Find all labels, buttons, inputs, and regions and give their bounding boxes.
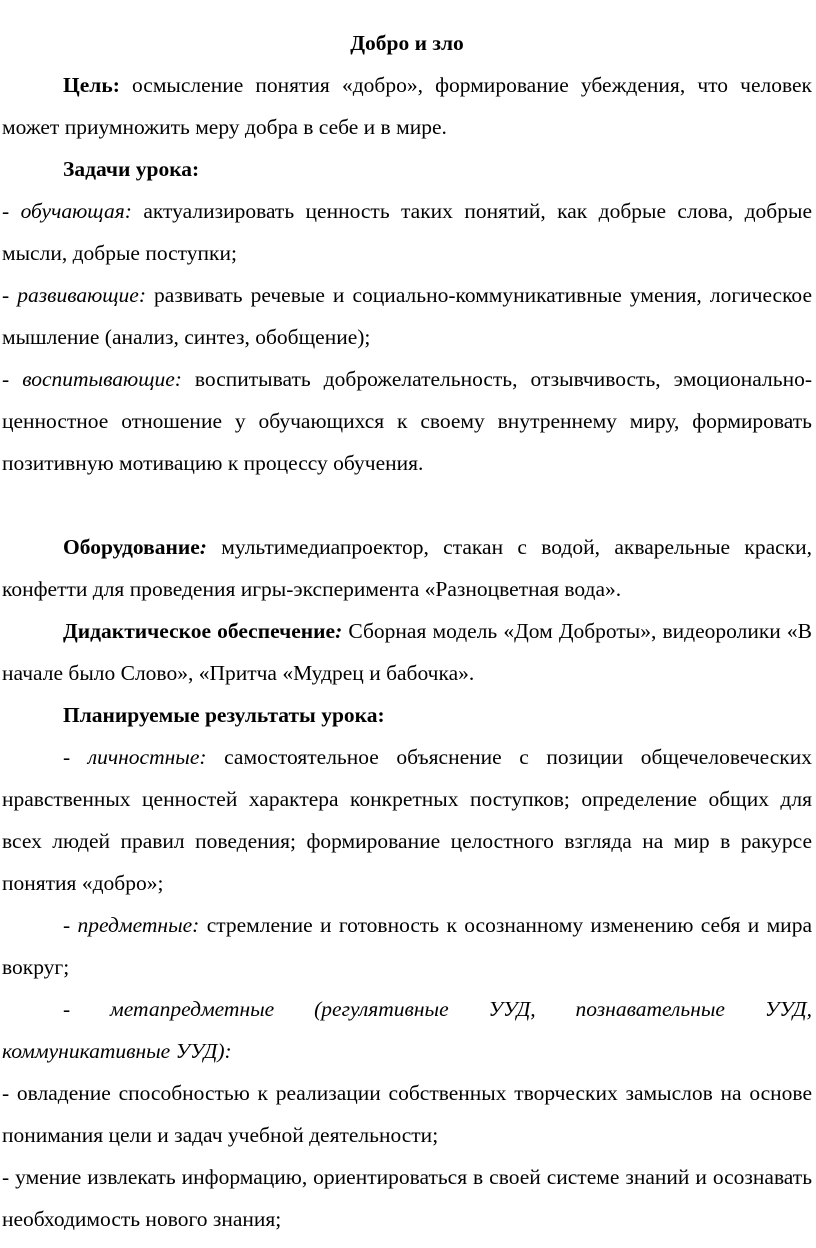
document-page xyxy=(0,22,816,1240)
results-subject-label: предметные: xyxy=(77,913,200,937)
results-dash: - xyxy=(63,745,88,769)
results-subject-text: стремление и готовность к осознанному изменению себя и мира вокруг; xyxy=(2,913,812,979)
task-text: воспитывать доброжелательность, отзывчивость, эмоционально-ценностное отношение у обучающихся к своему внутреннему миру, формировать позитивную мотивацию к процессу обучения. xyxy=(2,367,812,475)
equipment-text: мультимедиапроектор, стакан с водой, акварельные краски, конфетти для проведения игры-эксперимента «Разноцветная вода». xyxy=(2,535,812,601)
task-dash: - xyxy=(2,199,21,223)
blank-line xyxy=(2,484,812,526)
equipment-label: Оборудование xyxy=(63,535,200,559)
equipment-paragraph xyxy=(2,526,812,610)
task-item-developing xyxy=(2,274,812,358)
task-text: актуализировать ценность таких понятий, как добрые слова, добрые мысли, добрые поступки; xyxy=(2,199,812,265)
tasks-heading: Задачи урока: xyxy=(63,157,200,181)
document-title: Добро и зло xyxy=(350,31,464,55)
results-dash: - xyxy=(63,913,78,937)
equipment-colon: : xyxy=(199,535,207,559)
didactic-colon: : xyxy=(335,619,343,643)
results-dash: - xyxy=(63,997,111,1021)
didactic-text: Сборная модель «Дом Доброты», видеоролики «В начале было Слово», «Притча «Мудрец и бабочка». xyxy=(2,619,812,685)
task-dash: - xyxy=(2,283,18,307)
results-heading: Планируемые результаты урока: xyxy=(63,703,385,727)
results-meta xyxy=(2,988,812,1072)
results-personal xyxy=(2,736,812,904)
didactic-label: Дидактическое обеспечение xyxy=(63,619,336,643)
goal-text: осмысление понятия «добро», формирование убеждения, что человек может приумножить меру добра в себе и в мире. xyxy=(2,73,812,139)
task-dash: - xyxy=(2,367,23,391)
results-personal-label: личностные: xyxy=(87,745,207,769)
results-personal-text: самостоятельное объяснение с позиции общечеловеческих нравственных ценностей характера конкретных поступков; определение общих для всех людей правил поведения; формирование целостного взгляда на мир в ракурсе понятия «добро»; xyxy=(2,745,812,895)
results-bullet-2: - умение извлекать информацию, ориентироваться в своей системе знаний и осознавать необходимость нового знания; xyxy=(2,1165,812,1231)
task-label: обучающая: xyxy=(20,199,132,223)
results-bullet-1: - овладение способностью к реализации собственных творческих замыслов на основе понимания цели и задач учебной деятельности; xyxy=(2,1081,812,1147)
task-label: воспитывающие: xyxy=(22,367,182,391)
results-meta-label: метапредметные (регулятивные УУД, познавательные УУД, коммуникативные УУД): xyxy=(2,997,812,1063)
results-subject xyxy=(2,904,812,988)
task-text: развивать речевые и социально-коммуникативные умения, логическое мышление (анализ, синтез, обобщение); xyxy=(2,283,812,349)
goal-paragraph xyxy=(2,64,812,148)
task-item-teaching xyxy=(2,190,812,274)
goal-label: Цель: xyxy=(63,73,120,97)
didactic-paragraph xyxy=(2,610,812,694)
task-label: развивающие: xyxy=(17,283,146,307)
task-item-educating xyxy=(2,358,812,484)
